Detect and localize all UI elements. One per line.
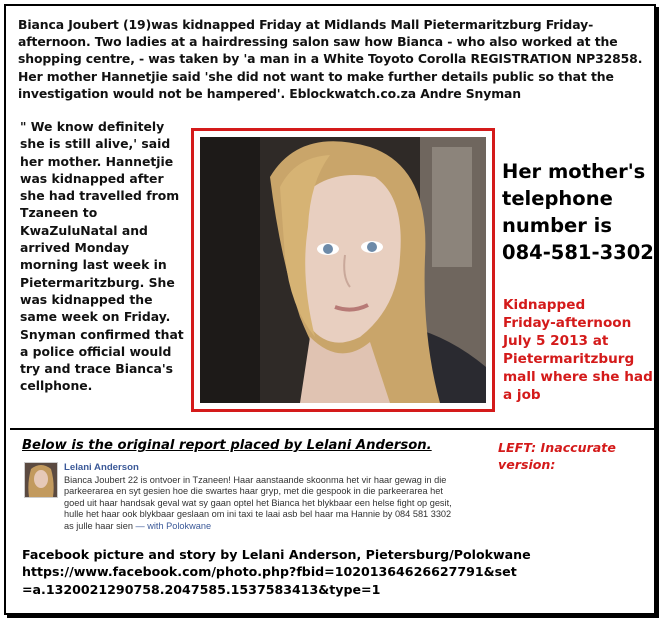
post-text: Bianca Joubert 22 is ontvoer in Tzaneen! Haar aanstaande skoonma het vir haar gewag in die parkeerarea en syt gesien hoe die swartes haar gryp, met die gespook in die parkeerarea het goed uit haar handsak geval wat sy gaan optel het Bianca het blykbaar een helse fight op gesit, hulle het haar ook blykbaar geslaan om ini taxi te laai asb bel haar ma Hannie by 084 581 3302 as julle haar sien xyxy=(64,475,452,531)
phone-line: Her mother's xyxy=(502,160,646,183)
mother-phone-number xyxy=(502,158,660,266)
top-panel xyxy=(10,10,654,430)
portrait-illustration xyxy=(200,137,486,403)
detail-line: Kidnapped xyxy=(503,297,586,313)
detail-line: Friday-afternoon xyxy=(503,315,632,331)
detail-line: a job xyxy=(503,387,541,403)
headline-text: Bianca Joubert (19)was kidnapped Friday at Midlands Mall Pietermaritzburg Friday-afternoon. Two ladies at a hairdressing salon saw how Bianca - who also worked at the shopping centre, - was taken by 'a man in a White Toyoto Corolla REGISTRATION NP32858. Her mother Hannetjie said 'she did not want to make further details public so that the investigation would not be hampered'. Eblockwatch.co.za Andre Snyman xyxy=(18,17,643,101)
detail-line: Pietermaritzburg xyxy=(503,351,635,367)
inaccurate-note: LEFT: Inaccurate version: xyxy=(498,440,616,472)
poster-frame xyxy=(4,4,656,615)
source-caption: Facebook picture and story by Lelani Anderson, Pietersburg/Polokwane https://www.facebook.com/photo.php?fbid=10201364626627791&set =a.1320021290758.2047585.1537583413&type=1 xyxy=(22,547,531,597)
post-author[interactable]: Lelani Anderson xyxy=(64,462,139,473)
quote-column: " We know definitely she is still alive,' said her mother. Hannetjie was kidnapped after she had travelled from Tzaneen to KwaZuluNatal and arrived Monday morning last week in Pietermaritzburg. She was kidnapped the same week on Friday. Snyman confirmed that a police official would try and trace Bianca's cellphone. xyxy=(20,119,184,394)
post-location-link[interactable]: — with Polokwane xyxy=(135,520,212,531)
bottom-panel xyxy=(10,430,654,610)
phone-line: 084-581-3302 xyxy=(502,241,654,264)
detail-line: July 5 2013 at xyxy=(503,333,609,349)
avatar-illustration xyxy=(25,463,57,497)
avatar xyxy=(24,462,58,498)
detail-line: mall where she had xyxy=(503,369,653,385)
kidnap-details xyxy=(503,296,660,404)
phone-line: telephone xyxy=(502,187,613,210)
portrait-photo xyxy=(200,137,486,403)
photo-frame xyxy=(191,128,495,412)
post-body xyxy=(64,475,454,532)
phone-line: number is xyxy=(502,214,612,237)
original-report-title: Below is the original report placed by Lelani Anderson. xyxy=(22,438,432,453)
